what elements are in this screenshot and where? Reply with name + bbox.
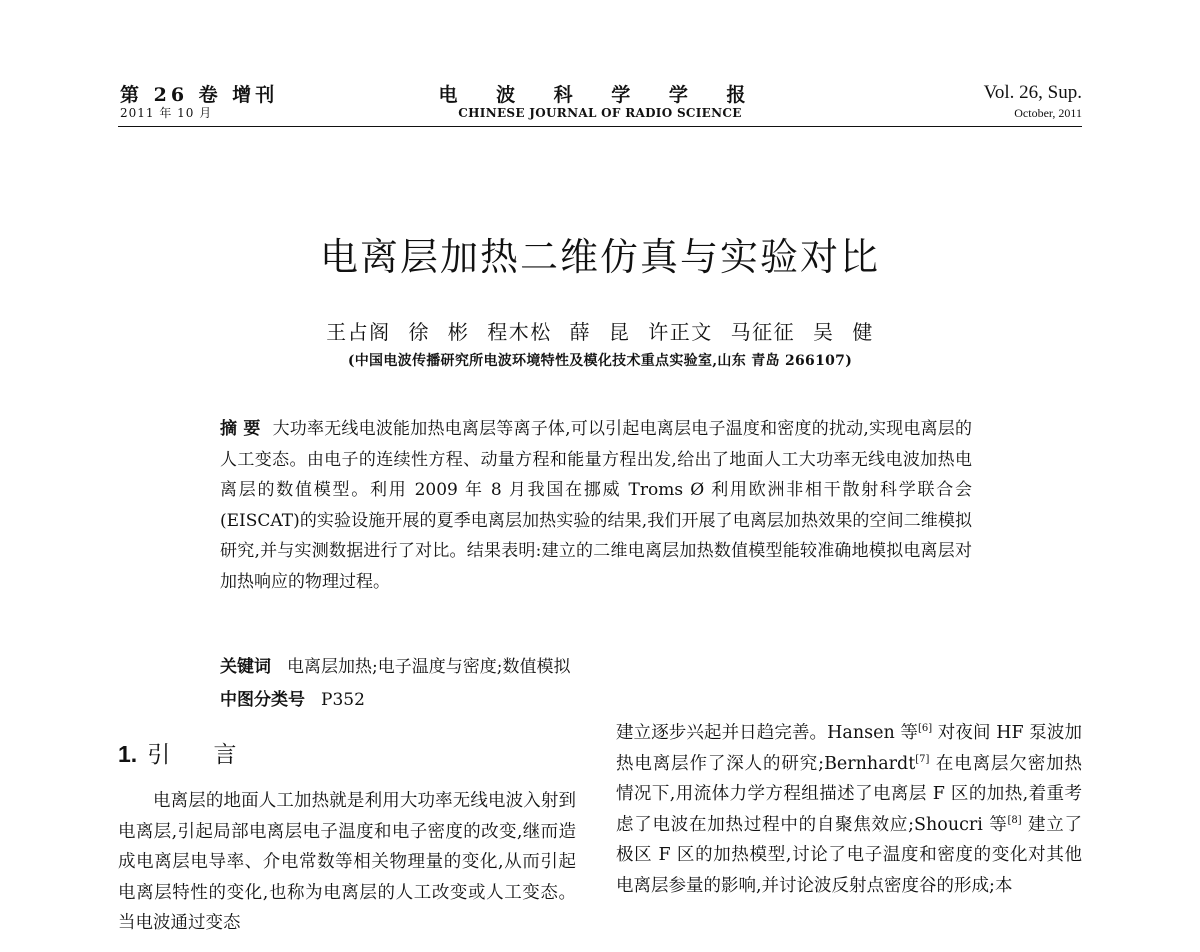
authors: 王占阁 徐 彬 程木松 薛 昆 许正文 马征征 吴 健 (326, 320, 874, 344)
paper-title: 电离层加热二维仿真与实验对比 (319, 235, 880, 279)
right-text-1: 建立逐步兴起并日趋完善。Hansen 等 (616, 723, 918, 743)
volume-cn: 第 26 卷 增刊 (120, 84, 279, 106)
right-text-4: 建立了极区 F 区的加热模型,讨论了电子温度和密度的变化对其他电离层参量的影响,并讨论波反射点密度谷的形成;本 (616, 814, 1082, 896)
clc-text: P352 (321, 690, 365, 710)
header-rule (118, 126, 1082, 127)
section-heading (118, 736, 255, 769)
journal-title-cn: 电 波 科 学 学 报 (438, 84, 762, 106)
citation-7: [7] (915, 753, 930, 765)
month-en: October, 2011 (1014, 106, 1082, 120)
clc-label: 中图分类号 (220, 690, 305, 710)
date-cn: 2011 年 10 月 (120, 106, 213, 120)
affiliation: (中国电波传播研究所电波环境特性及模化技术重点实验室,山东 青岛 266107) (347, 353, 853, 369)
section-number: 1. (118, 741, 138, 767)
right-paragraph (616, 718, 1082, 902)
abstract-text: 大功率无线电波能加热电离层等离子体,可以引起电离层电子温度和密度的扰动,实现电离层的人工变态。由电子的连续性方程、动量方程和能量方程出发,给出了地面人工大功率无线电波加热电离层的数值模型。利用 2009 年 8 月我国在挪威 Troms Ø 利用欧洲非相干散射科学联合会(EISCAT)的实验设施开展的夏季电离层加热实验的结果,我们开展了电离层加热效果的空间二维模拟研究,并与实测数据进行了对比。结果表明:建立的二维电离层加热数值模型能较准确地模拟电离层对加热响应的物理过程。 (220, 419, 973, 592)
intro-paragraph: 电离层的地面人工加热就是利用大功率无线电波入射到电离层,引起局部电离层电子温度和电子密度的改变,继而造成电离层电导率、介电常数等相关物理量的变化,从而引起电离层特性的变化,也称为电离层的人工改变或人工变态。当电波通过变态 (118, 791, 576, 934)
right-text-2: 对夜间 HF 泵波加热电离层作了深人的研究;Bernhardt (616, 723, 1082, 774)
left-column (118, 786, 576, 939)
abstract-label: 摘 要 (220, 419, 261, 439)
abstract (220, 414, 972, 597)
keywords-label: 关键词 (220, 657, 271, 677)
right-column (616, 718, 1082, 902)
volume-en: Vol. 26, Sup. (983, 82, 1082, 103)
keywords-text: 电离层加热;电子温度与密度;数值模拟 (287, 657, 571, 677)
classification (220, 685, 365, 710)
section-title: 引 言 (147, 742, 255, 768)
journal-title-en: CHINESE JOURNAL OF RADIO SCIENCE (458, 106, 742, 120)
citation-6: [6] (917, 723, 933, 735)
citation-8: [8] (1007, 814, 1022, 826)
right-text-3: 在电离层欠密加热情况下,用流体力学方程组描述了电离层 F 区的加热,着重考虑了电波在加热过程中的自聚焦效应;Shoucri 等 (616, 753, 1083, 835)
keywords (220, 652, 570, 677)
